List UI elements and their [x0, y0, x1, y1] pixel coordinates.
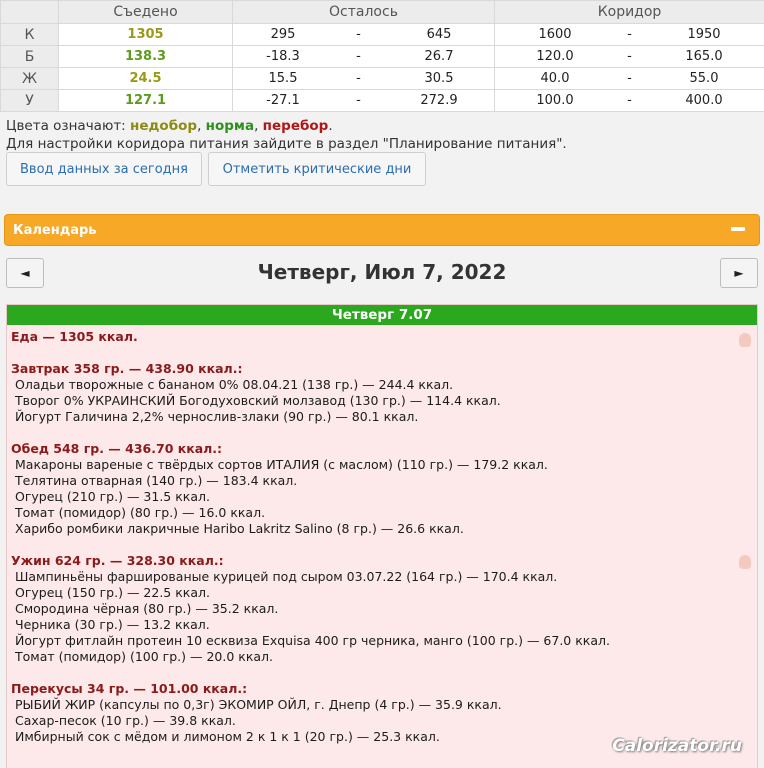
- row-label: Ж: [1, 68, 59, 90]
- legend-ok: норма: [205, 118, 255, 134]
- eaten-value: 138.3: [59, 46, 233, 68]
- color-legend: [6, 117, 567, 153]
- food-item: Томат (помидор) (80 гр.) — 16.0 ккал.: [15, 505, 266, 520]
- left-max: 645: [426, 27, 452, 42]
- meal-list: [11, 345, 757, 745]
- calendar-header[interactable]: [4, 214, 760, 246]
- header-corridor: Коридор: [495, 1, 764, 24]
- food-item: Сахар-песок (10 гр.) — 39.8 ккал.: [15, 713, 236, 728]
- range-dash: -: [627, 93, 632, 108]
- corridor-max: 55.0: [689, 71, 719, 86]
- food-item: Йогурт Галичина 2,2% чернослив-злаки (90 гр.) — 80.1 ккал.: [15, 409, 419, 424]
- left-min: 295: [270, 27, 296, 42]
- calendar-title: Календарь: [13, 222, 97, 238]
- food-item: Шампиньёны фаршированые курицей под сыром 03.07.22 (164 гр.) — 170.4 ккал.: [15, 569, 558, 584]
- header-left: Осталось: [233, 1, 495, 24]
- corridor-range: [495, 68, 764, 90]
- legend-hint: Для настройки коридора питания зайдите в раздел "Планирование питания".: [6, 136, 567, 152]
- eaten-value: 1305: [59, 24, 233, 46]
- left-range: [233, 90, 495, 112]
- watermark: Calorizator.ru: [612, 736, 742, 756]
- header-blank: [1, 1, 59, 24]
- meal-title: Ужин 624 гр. — 328.30 ккал.:: [11, 553, 224, 568]
- left-min: -27.1: [266, 93, 300, 108]
- summary-row: [1, 90, 764, 112]
- mark-critical-days-button[interactable]: Отметить критические дни: [208, 152, 426, 186]
- left-max: 26.7: [424, 49, 454, 64]
- corridor-range: [495, 90, 764, 112]
- range-dash: -: [627, 49, 632, 64]
- left-min: 15.5: [268, 71, 298, 86]
- corridor-max: 400.0: [685, 93, 723, 108]
- range-dash: -: [356, 27, 361, 42]
- food-item: Огурец (150 гр.) — 22.5 ккал.: [15, 585, 210, 600]
- legend-sep: ,: [254, 118, 263, 134]
- summary-row: [1, 46, 764, 68]
- range-dash: -: [356, 49, 361, 64]
- nutrition-summary: [0, 0, 764, 112]
- food-item: Харибо ромбики лакричные Haribo Lakritz Salino (8 гр.) — 26.6 ккал.: [15, 521, 464, 536]
- food-item: Имбирный сок с мёдом и лимоном 2 к 1 к 1 (20 гр.) — 25.3 ккал.: [15, 729, 440, 744]
- food-item: Томат (помидор) (100 гр.) — 20.0 ккал.: [15, 649, 273, 664]
- food-total: Еда — 1305 ккал.: [11, 329, 138, 344]
- summary-table: [0, 0, 764, 112]
- range-dash: -: [356, 71, 361, 86]
- range-dash: -: [627, 27, 632, 42]
- summary-row: [1, 24, 764, 46]
- summary-row: [1, 68, 764, 90]
- food-item: Творог 0% УКРАИНСКИЙ Богодуховский молзавод (130 гр.) — 114.4 ккал.: [15, 393, 501, 408]
- row-label: К: [1, 24, 59, 46]
- food-item: Телятина отварная (140 гр.) — 183.4 ккал.: [15, 473, 298, 488]
- corridor-min: 120.0: [536, 49, 574, 64]
- row-label: Б: [1, 46, 59, 68]
- corridor-max: 165.0: [685, 49, 723, 64]
- corridor-range: [495, 24, 764, 46]
- current-date: Четверг, Июл 7, 2022: [257, 260, 507, 284]
- enter-today-button[interactable]: Ввод данных за сегодня: [6, 152, 202, 186]
- header-eaten: Съедено: [59, 1, 233, 24]
- spacer: [11, 537, 757, 553]
- legend-end: .: [328, 118, 333, 134]
- meal-title: Перекусы 34 гр. — 101.00 ккал.:: [11, 681, 248, 696]
- prev-day-button[interactable]: ◄: [6, 258, 44, 288]
- legend-prefix: Цвета означают:: [6, 118, 131, 134]
- range-dash: -: [627, 71, 632, 86]
- food-item: Черника (30 гр.) — 13.2 ккал.: [15, 617, 210, 632]
- food-item: РЫБИЙ ЖИР (капсулы по 0,3г) ЭКОМИР ОЙЛ, г. Днепр (4 гр.) — 35.9 ккал.: [15, 697, 502, 712]
- meal-title: Завтрак 358 гр. — 438.90 ккал.:: [11, 361, 243, 376]
- day-body: [7, 325, 757, 745]
- left-max: 272.9: [420, 93, 458, 108]
- spacer: [11, 425, 757, 441]
- corridor-min: 1600: [538, 27, 572, 42]
- corridor-min: 100.0: [536, 93, 574, 108]
- eaten-value: 24.5: [59, 68, 233, 90]
- left-max: 30.5: [424, 71, 454, 86]
- food-item: Смородина чёрная (80 гр.) — 35.2 ккал.: [15, 601, 279, 616]
- left-range: [233, 68, 495, 90]
- eaten-value: 127.1: [59, 90, 233, 112]
- meal-title: Обед 548 гр. — 436.70 ккал.:: [11, 441, 223, 456]
- legend-over: перебор: [262, 118, 329, 134]
- food-item: Макароны вареные с твёрдых сортов ИТАЛИЯ (с маслом) (110 гр.) — 179.2 ккал.: [15, 457, 548, 472]
- food-item: Огурец (210 гр.) — 31.5 ккал.: [15, 489, 210, 504]
- range-dash: -: [356, 93, 361, 108]
- corridor-max: 1950: [687, 27, 721, 42]
- hand-pointer-icon[interactable]: [739, 555, 751, 569]
- day-panel: [6, 304, 758, 768]
- hand-pointer-icon[interactable]: [739, 333, 751, 347]
- left-min: -18.3: [266, 49, 300, 64]
- row-label: У: [1, 90, 59, 112]
- left-range: [233, 46, 495, 68]
- legend-sep: ,: [197, 118, 206, 134]
- spacer: [11, 345, 757, 361]
- day-label: Четверг 7.07: [7, 305, 757, 325]
- left-range: [233, 24, 495, 46]
- food-item: Йогурт фитлайн протеин 10 есквиза Exquisa 400 гр черника, манго (100 гр.) — 67.0 ккал.: [15, 633, 610, 648]
- next-day-button[interactable]: ►: [720, 258, 758, 288]
- spacer: [11, 665, 757, 681]
- collapse-icon[interactable]: [731, 227, 745, 231]
- food-item: Оладьи творожные с бананом 0% 08.04.21 (138 гр.) — 244.4 ккал.: [15, 377, 454, 392]
- corridor-min: 40.0: [540, 71, 570, 86]
- legend-low: недобор: [130, 118, 198, 134]
- corridor-range: [495, 46, 764, 68]
